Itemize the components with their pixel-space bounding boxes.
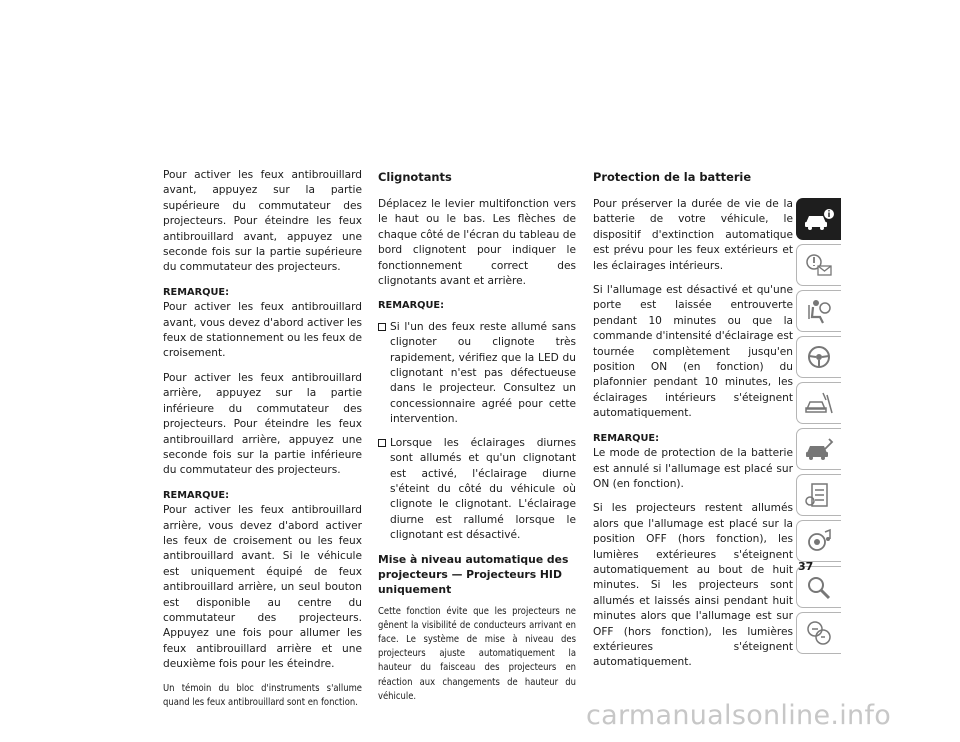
note-text: Le mode de protection de la batterie est annulé si l'allumage est placé sur ON (en fonction). [593,447,793,490]
heading-auto-leveling: Mise à niveau automatique des projecteurs — Projecteurs HID uniquement [378,552,569,596]
bullet-box-icon [378,439,386,447]
paragraph-interior-lights: Si l'allumage est désactivé et qu'une porte est laissée entrouverte pendant 10 minutes ou que la commande d'intensité d'éclairage est tournée complètement jusqu'en position ON (en fonction) du plafonnier pendant 10 minutes, les éclairages intérieurs s'éteignent automatiquement. [593,284,793,420]
paragraph-front-fog-activation: Pour activer les feux antibrouillard avant, appuyez sur la partie supérieure du commutateur des projecteurs. Pour éteindre les feux antibrouillard avant, appuyez une seconde fois sur la partie supérieure du commutateur des projecteurs. [163,169,362,274]
tab-car-info[interactable] [796,198,841,240]
page-number: 37 [798,560,814,573]
car-info-icon [803,205,835,233]
note-battery [593,431,793,493]
paragraph-battery-life: Pour préserver la durée de vie de la batterie de votre véhicule, le dispositif d'extinction automatique est prévu pour les feux extérieurs et les éclairages intérieurs. [593,198,793,272]
tab-car-tools[interactable] [796,428,841,470]
paragraph-turn-signals: Déplacez le levier multifonction vers le haut ou le bas. Les flèches de chaque côté de l'écran du tableau de bord clignotent pour indiquer le fonctionnement correct des clignotants avant et arrière. [378,198,576,288]
note-rear-fog [163,488,362,673]
list-item-text: Lorsque les éclairages diurnes sont allumés et qu'un clignotant est activé, l'éclairage diurne s'éteint du côté du véhicule où clignote le clignotant. L'éclairage diurne est rallumé lorsque le clignotant est désactivé. [390,436,576,542]
tab-languages[interactable] [796,612,841,654]
audio-navigation-icon [803,527,835,555]
note-bullet-list [378,320,576,544]
steering-wheel-icon [803,343,835,371]
car-road-icon [803,389,835,417]
heading-battery-protection: Protection de la batterie [593,170,752,184]
airbag-seat-icon [803,297,835,325]
column-middle [378,168,576,713]
note-label: REMARQUE: [163,286,230,298]
warning-mail-icon [803,251,835,279]
note-text: Pour activer les feux antibrouillard avant, vous devez d'abord activer les feux de stationnement ou les feux de croisement. [163,301,362,360]
tab-warning-mail[interactable] [796,244,841,286]
note-turn-signals [378,298,576,313]
heading-turn-signals: Clignotants [378,170,452,184]
paragraph-rear-fog-activation: Pour activer les feux antibrouillard arrière, appuyez sur la partie inférieure du commutateur des projecteurs. Pour éteindre les feux antibrouillard arrière, appuyez une seconde fois sur la partie inférieure du commutateur des projecteurs. [163,371,362,477]
note-front-fog [163,285,362,362]
paragraph-fog-indicator: Un témoin du bloc d'instruments s'allume quand les feux antibrouillard sont en fonction. [163,682,362,708]
service-checklist-icon [803,481,835,509]
note-text: Pour activer les feux antibrouillard arrière, vous devez d'abord activer les feux de croisement ou les feux antibrouillard avant. Si le véhicule est uniquement équipé de feux antibrouillard arrière, un seul bouton est disponible au centre du commutateur des projecteurs. Appuyez une fois pour allumer les feux antibrouillard arrière et une deuxième fois pour les éteindre. [163,504,362,671]
car-tools-icon [803,435,835,463]
chapter-tabs [796,198,842,658]
tab-steering-wheel[interactable] [796,336,841,378]
paragraph-headlights-off: Si les projecteurs restent allumés alors que l'allumage est placé sur la position OFF (hors fonction), les lumières extérieures s'éteignent automatiquement au bout de huit minutes. Si les projecteurs sont allumés et laissés ainsi pendant huit minutes alors que l'allumage est sur OFF (hors fonction), les lumières extérieures s'éteignent automatiquement. [593,502,793,669]
note-label: REMARQUE: [593,432,660,444]
languages-icon [803,619,835,647]
column-right [593,168,793,680]
tab-airbag-seat[interactable] [796,290,841,332]
list-item-text: Si l'un des feux reste allumé sans clignoter ou clignote très rapidement, vérifiez que la LED du clignotant n'est pas défectueuse dans le projecteur. Consultez un concessionnaire agréé pour cette intervention. [390,320,576,426]
list-item [378,320,576,428]
note-label: REMARQUE: [163,489,230,501]
tab-car-road[interactable] [796,382,841,424]
watermark: carmanualsonline.info [586,700,892,731]
note-label: REMARQUE: [378,300,445,312]
tab-audio-navigation[interactable] [796,520,841,562]
bullet-box-icon [378,323,386,331]
tab-service-checklist[interactable] [796,474,841,516]
list-item [378,436,576,544]
paragraph-auto-leveling: Cette fonction évite que les projecteurs ne gênent la visibilité de conducteurs arrivant en face. Le système de mise à niveau des projecteurs ajuste automatiquement la hauteur du faisceau des projecteurs en réaction aux changements de hauteur du véhicule. [378,605,576,702]
column-left [163,168,362,719]
search-icon [803,573,835,601]
